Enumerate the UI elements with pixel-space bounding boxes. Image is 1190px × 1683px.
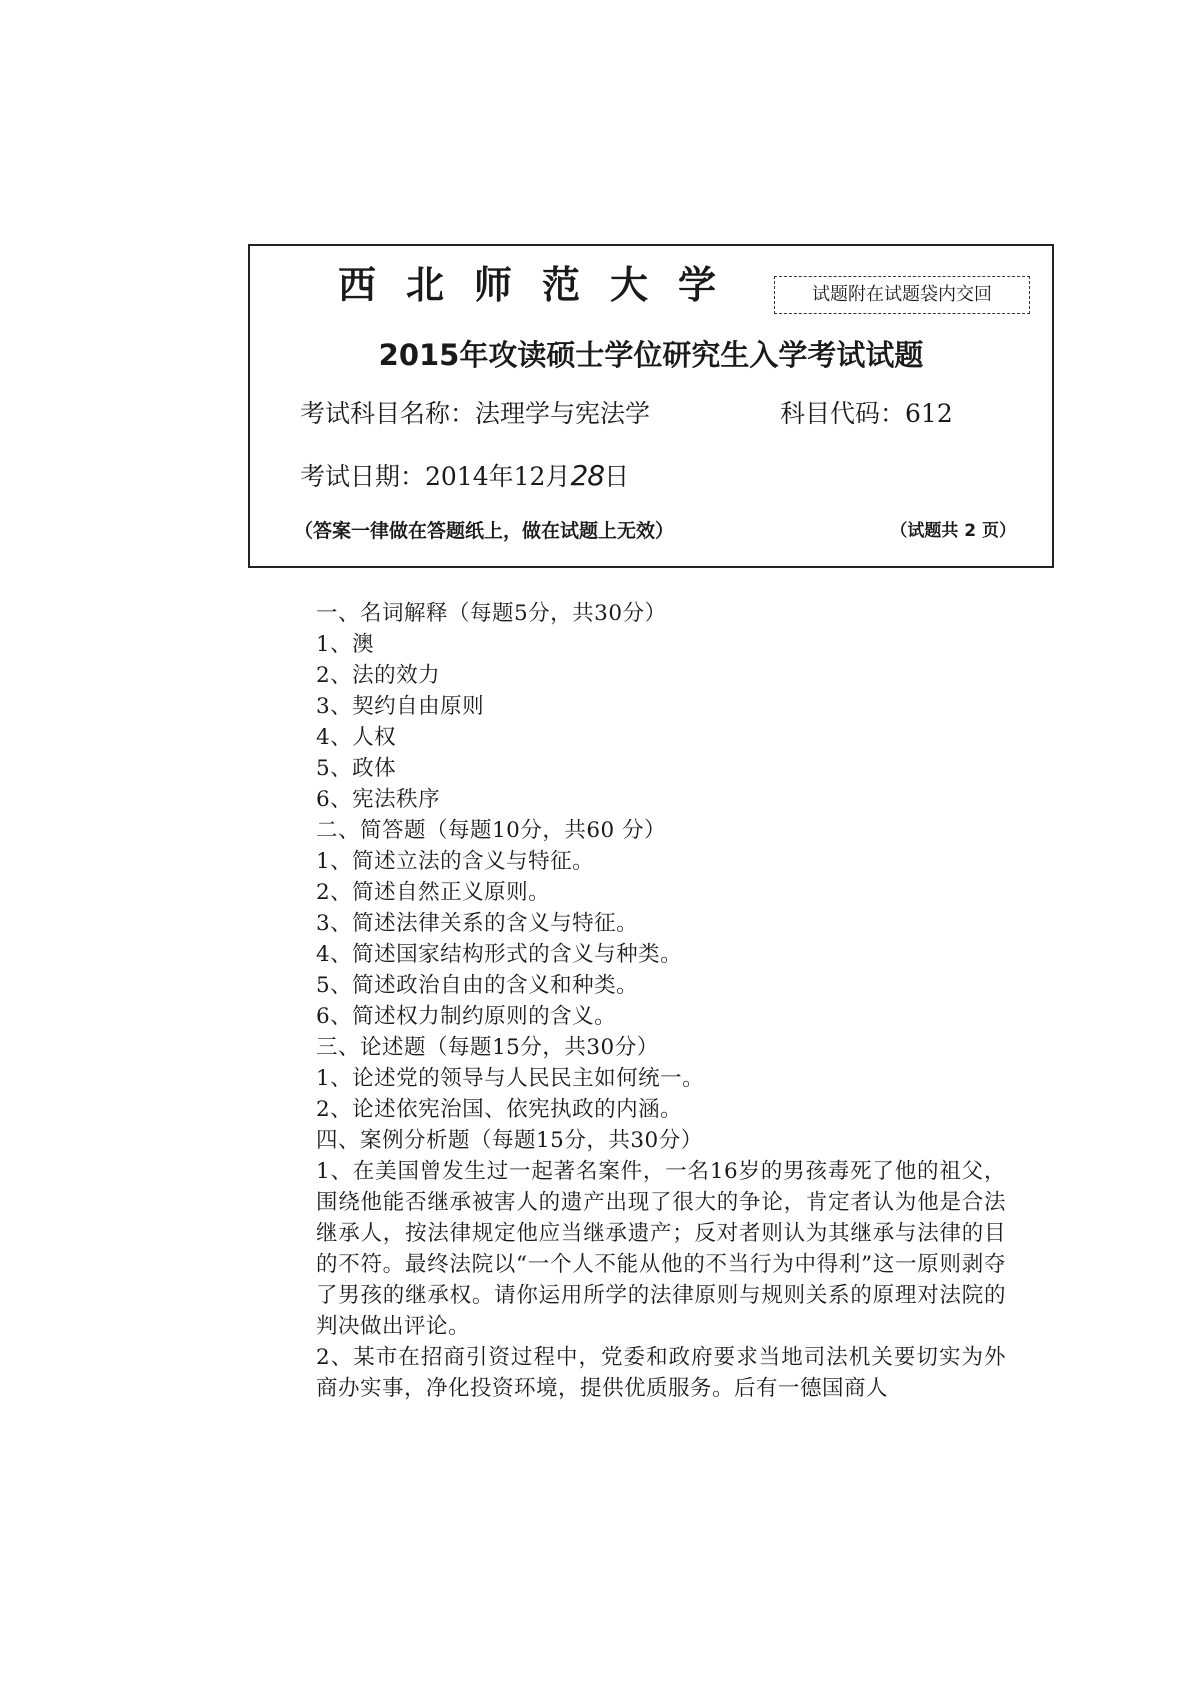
section-title: 二、简答题（每题10分，共60 分）	[316, 818, 667, 843]
case-question: 2、某市在招商引资过程中，党委和政府要求当地司法机关要切实为外商办实事，净化投资环境，提供优质服务。后有一德国商人	[316, 1345, 1006, 1401]
return-note-box: 试题附在试题袋内交回	[774, 276, 1030, 314]
question-item: 6、宪法秩序	[316, 787, 441, 812]
section-title: 三、论述题（每题15分，共30分）	[316, 1035, 659, 1060]
question-item: 2、论述依宪治国、依宪执政的内涵。	[316, 1097, 683, 1122]
question-item: 5、政体	[316, 756, 397, 781]
date-day-handwritten: 28	[570, 459, 605, 492]
exam-title: 2015年攻读硕士学位研究生入学考试试题	[378, 338, 924, 372]
exam-header-box	[248, 244, 1054, 568]
question-item: 3、简述法律关系的含义与特征。	[316, 911, 639, 936]
question-item: 4、人权	[316, 725, 397, 750]
date-suffix: 日	[604, 462, 630, 491]
subject-row	[300, 398, 650, 431]
question-item: 2、简述自然正义原则。	[316, 880, 551, 905]
subject-label: 考试科目名称：	[300, 399, 476, 428]
code-value: 612	[905, 399, 953, 428]
question-item: 2、法的效力	[316, 663, 441, 688]
question-item: 1、简述立法的含义与特征。	[316, 849, 595, 874]
question-item: 1、澳	[316, 632, 375, 657]
university-name: 西北师范大学	[338, 263, 747, 307]
section-title: 四、案例分析题（每题15分，共30分）	[316, 1128, 703, 1153]
question-item: 4、简述国家结构形式的含义与种类。	[316, 942, 683, 967]
exam-date-row	[300, 458, 629, 494]
question-item: 3、契约自由原则	[316, 694, 485, 719]
pages-note: （试题共 2 页）	[890, 521, 1016, 541]
question-list	[316, 598, 1006, 1404]
case-question: 1、在美国曾发生过一起著名案件，一名16岁的男孩毒死了他的祖父，围绕他能否继承被害人的遗产出现了很大的争论，肯定者认为他是合法继承人，按法律规定他应当继承遗产；反对者则认为其继承与法律的目的不符。最终法院以“一个人不能从他的不当行为中得利”这一原则剥夺了男孩的继承权。请你运用所学的法律原则与规则关系的原理对法院的判决做出评论。	[316, 1159, 1006, 1339]
question-item: 1、论述党的领导与人民民主如何统一。	[316, 1066, 705, 1091]
section-title: 一、名词解释（每题5分，共30分）	[316, 601, 667, 626]
code-label: 科目代码：	[780, 399, 906, 428]
question-item: 6、简述权力制约原则的含义。	[316, 1004, 617, 1029]
code-row	[780, 398, 953, 431]
question-item: 5、简述政治自由的含义和种类。	[316, 973, 639, 998]
date-prefix: 考试日期：2014年12月	[300, 462, 571, 491]
answer-note: （答案一律做在答题纸上，做在试题上无效）	[294, 520, 675, 542]
subject-value: 法理学与宪法学	[475, 399, 651, 428]
